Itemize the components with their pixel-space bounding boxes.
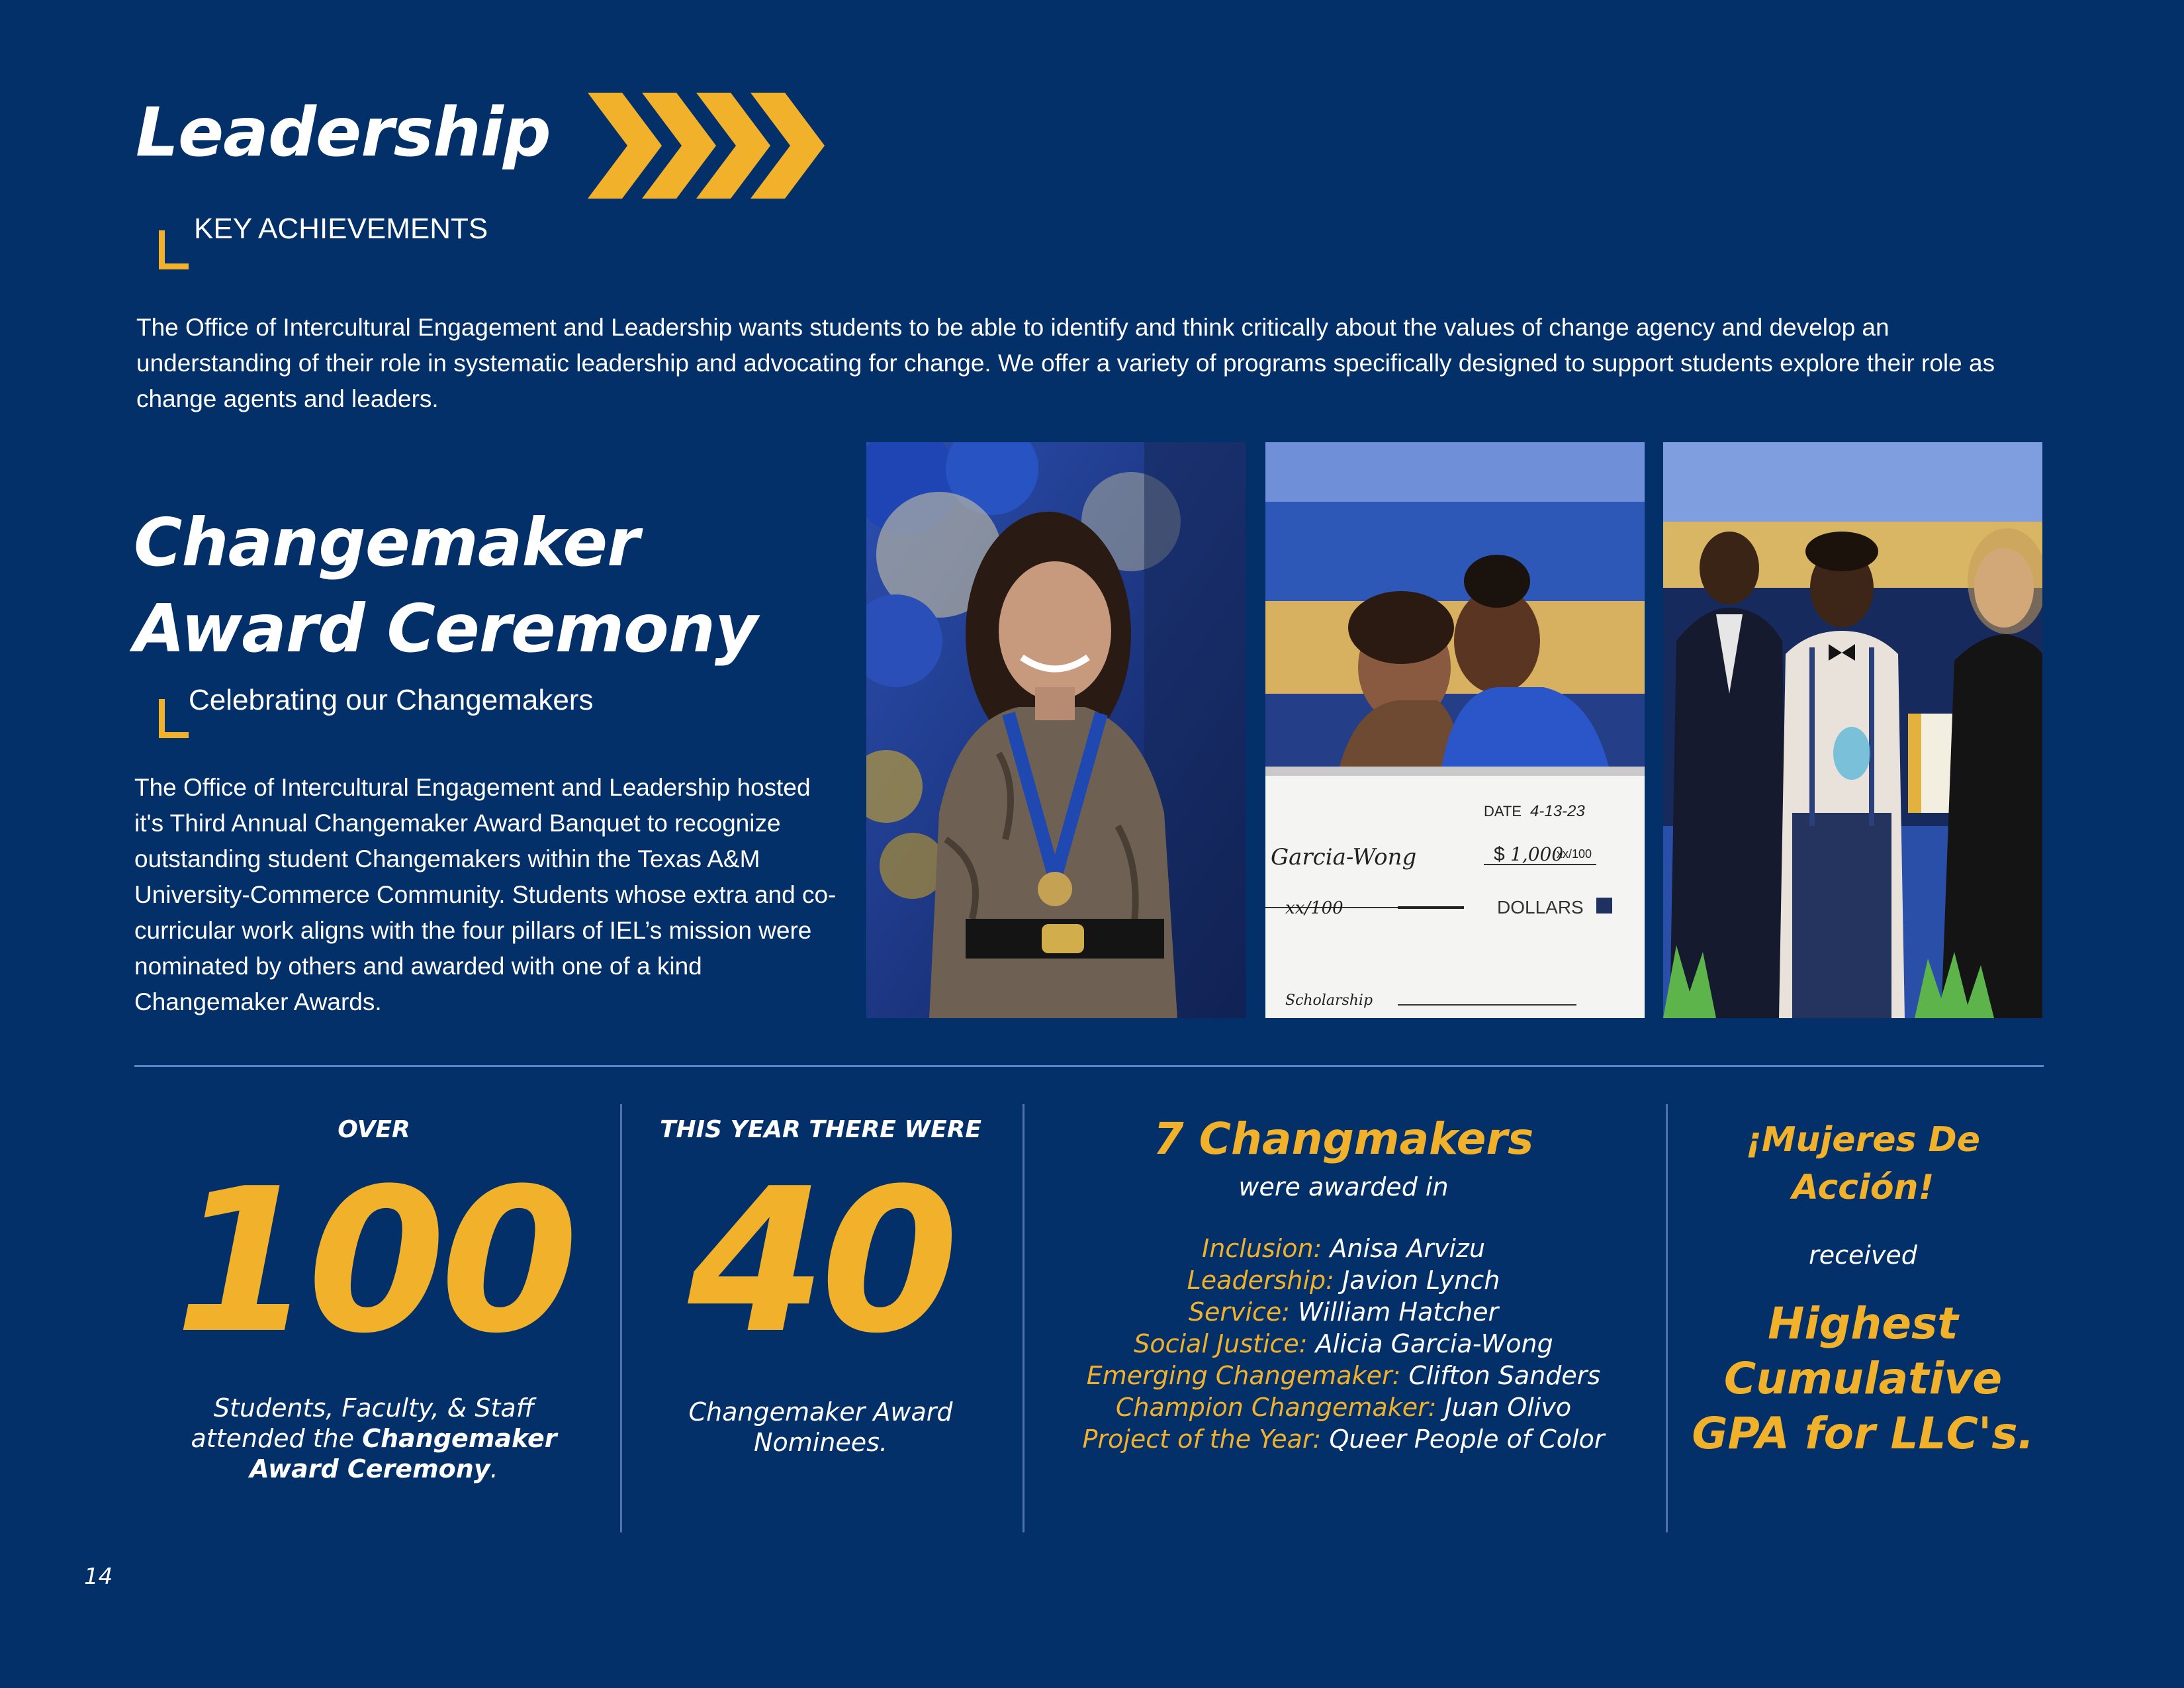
gpa-line3: GPA for LLC's. [1692, 1408, 2034, 1459]
gpa-achievement [1674, 1296, 2052, 1461]
attendance-caption-text: Students, Faculty, & Staff attended the [191, 1393, 535, 1453]
award-category: Social Justice: [1134, 1329, 1308, 1358]
check-amount: 1,000 [1510, 843, 1564, 865]
ceremony-paragraph: The Office of Intercultural Engagement and Leadership hosted it's Third Annual Changemaker Award Banquet to recognize outstanding student Changemakers within the Texas A&M University-Commerce Community. Students whose extra and co-curricular work aligns with the four pillars of IEL’s mission were nominated by others and awarded with one of a kind Changemaker Awards. [134, 774, 837, 1015]
check-memo: Scholarship [1285, 992, 1373, 1009]
chevron-arrows-icon [588, 93, 833, 199]
ceremony-title-line1: Changemaker [134, 504, 639, 581]
award-recipient: Juan Olivo [1436, 1393, 1572, 1422]
award-category: Project of the Year: [1082, 1425, 1322, 1454]
awards-title: 7 Changmakers [1153, 1113, 1534, 1164]
corner-bracket-icon [159, 230, 189, 269]
award-category: Champion Changemaker: [1115, 1393, 1437, 1422]
page-number: 14 [84, 1564, 113, 1590]
award-item [1032, 1360, 1655, 1391]
received-label: received [1809, 1241, 1917, 1270]
column-divider [1666, 1104, 1668, 1532]
ceremony-title-line2: Award Ceremony [134, 590, 758, 667]
check-date-label: DATE [1484, 803, 1522, 820]
nominees-heading: THIS YEAR THERE WERE [659, 1116, 982, 1143]
award-item [1032, 1423, 1655, 1455]
attendance-caption [165, 1393, 582, 1484]
nominees-number: 40 [688, 1146, 954, 1377]
check-written-amount: xx/100 [1285, 898, 1343, 918]
check-dollar-sign: $ [1494, 843, 1505, 865]
ceremony-subtitle: Celebrating our Changemakers [189, 684, 594, 716]
gpa-line1: Highest [1768, 1298, 1958, 1349]
attendance-heading: OVER [338, 1116, 410, 1143]
organization-name-line2: Acción! [1792, 1168, 1934, 1207]
award-recipient: William Hatcher [1290, 1297, 1499, 1327]
award-recipient: Alicia Garcia-Wong [1307, 1329, 1553, 1358]
awards-subtitle: were awarded in [1238, 1172, 1449, 1201]
corner-bracket-icon [159, 699, 189, 738]
organization-name-line1: ¡Mujeres De [1746, 1120, 1980, 1160]
gpa-line2: Cumulative [1723, 1353, 2003, 1404]
honoree-photo [866, 442, 1246, 1018]
attendance-caption-bold: Changemaker Award Ceremony [250, 1424, 557, 1483]
check-payee: Garcia-Wong [1271, 844, 1417, 870]
ceremony-title [134, 500, 757, 672]
award-item [1032, 1296, 1655, 1328]
awards-list [1032, 1233, 1655, 1455]
award-category: Inclusion: [1202, 1234, 1322, 1263]
organization-name [1674, 1116, 2052, 1211]
page-title: Leadership [136, 93, 551, 172]
award-item [1032, 1264, 1655, 1296]
attendance-number: 100 [174, 1146, 574, 1377]
check-fraction: xx/100 [1557, 847, 1592, 861]
award-winners-photo [1663, 442, 2042, 1018]
section-subtitle: KEY ACHIEVEMENTS [194, 212, 488, 245]
check-dollars-label: DOLLARS [1497, 897, 1584, 917]
column-divider [1023, 1104, 1024, 1532]
award-category: Leadership: [1187, 1266, 1334, 1295]
award-recipient: Clifton Sanders [1400, 1361, 1601, 1390]
attendance-caption-end: . [490, 1454, 498, 1483]
award-category: Emerging Changemaker: [1086, 1361, 1401, 1390]
intro-paragraph: The Office of Intercultural Engagement and Leadership wants students to be able to identify and think critically about the values of change agency and develop an understanding of their role in systematic leadership and advocating for change. We offer a variety of programs specifically designed to support students explore their role as change agents and leaders. [136, 314, 1995, 412]
award-item [1032, 1328, 1655, 1360]
award-recipient: Javion Lynch [1334, 1266, 1500, 1295]
column-divider [620, 1104, 622, 1532]
section-divider [134, 1065, 2044, 1067]
award-item [1032, 1391, 1655, 1423]
award-item [1032, 1233, 1655, 1264]
check-date-value: 4-13-23 [1530, 802, 1585, 820]
award-recipient: Anisa Arvizu [1322, 1234, 1485, 1263]
nominees-caption: Changemaker Award Nominees. [688, 1397, 953, 1457]
award-category: Service: [1188, 1297, 1291, 1327]
award-recipient: Queer People of Color [1321, 1425, 1605, 1454]
check-presentation-photo [1265, 442, 1645, 1018]
